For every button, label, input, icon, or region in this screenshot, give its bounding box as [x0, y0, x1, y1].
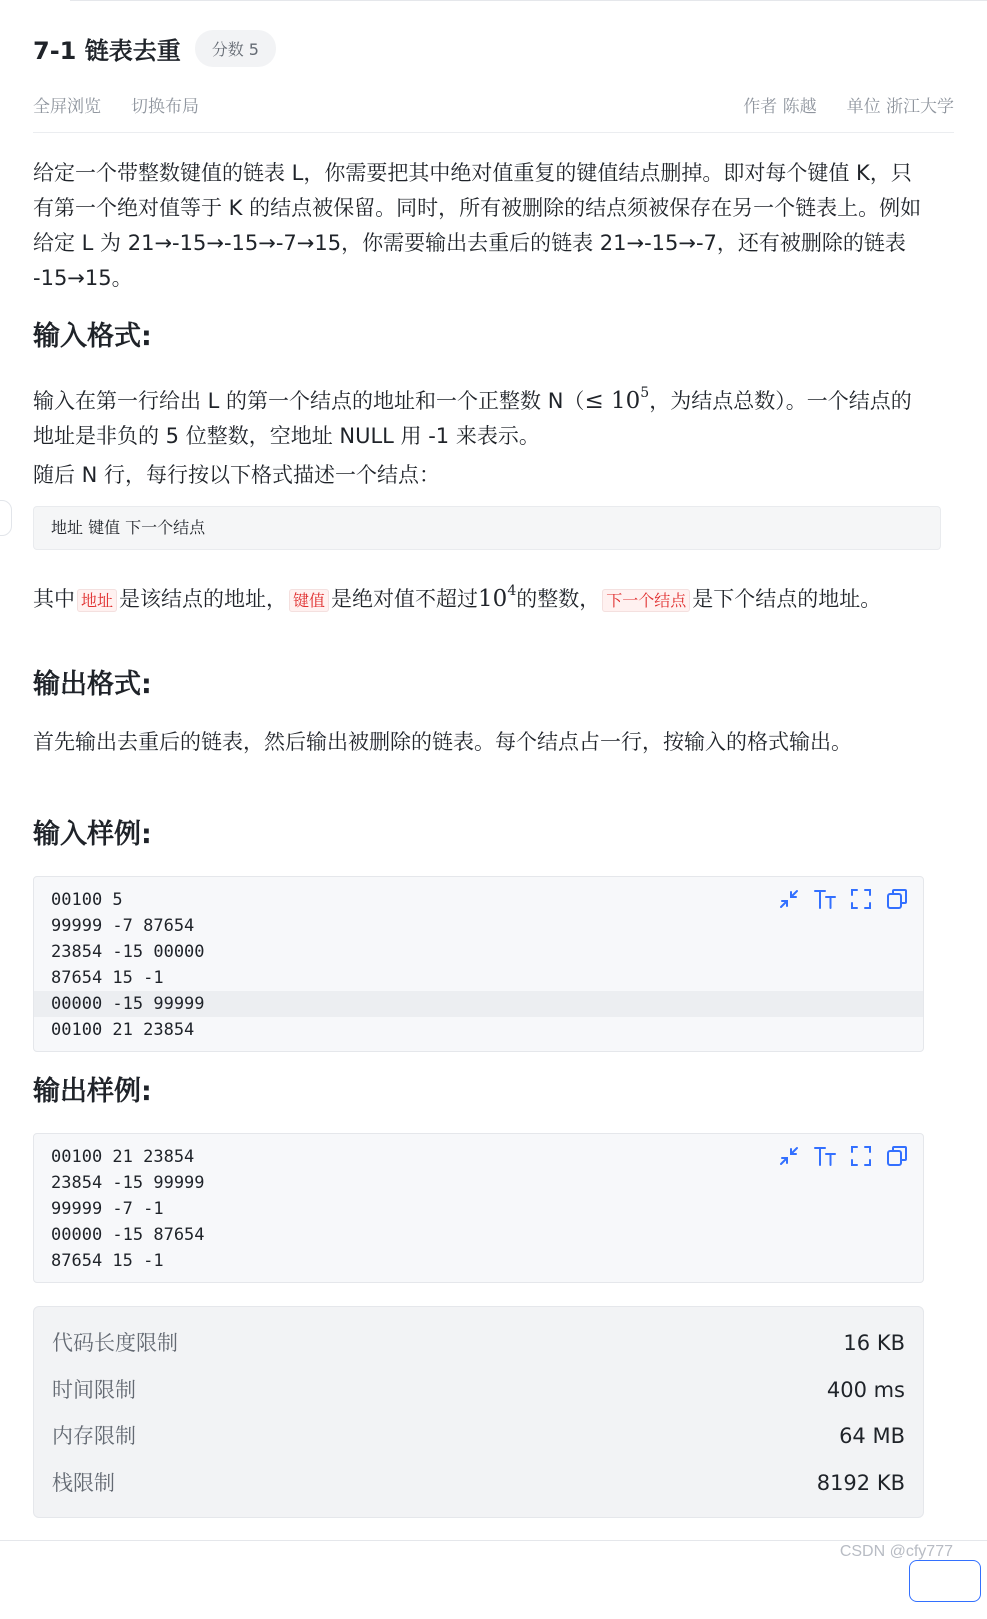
code-tools: [777, 1144, 909, 1168]
math-key-base: 10: [478, 586, 508, 612]
limit-row: [52, 1326, 905, 1360]
fullscreen-icon[interactable]: [849, 887, 873, 911]
input-format-text-b: ，为结点总数）。一个结点的地址是非负的 5 位整数，空地址 NULL 用 -1 来表示。: [33, 389, 912, 448]
author-info: [743, 92, 954, 117]
problem-description: 给定一个带整数键值的链表 L，你需要把其中绝对值重复的键值结点删掉。即对每个键值 K，只有第一个绝对值等于 K 的结点被保留。同时，所有被删除的结点须被保存在另一个链表上。例如给定 L 为 21→-15→-15→-7→15，你需要输出去重后的链表 21→-15→-7，还有被删除的链表 -15→15。: [33, 161, 922, 290]
title-row: [33, 28, 276, 68]
p3-mid2: 是绝对值不超过: [331, 587, 479, 611]
math-n-exp: 5: [640, 385, 650, 401]
code-line-highlighted: 00000 -15 99999: [34, 991, 923, 1017]
collapse-icon[interactable]: [777, 887, 801, 911]
font-size-icon[interactable]: [813, 887, 837, 911]
p3-lead: 其中: [33, 587, 75, 611]
p3-mid1: 是该结点的地址，: [119, 587, 288, 611]
sample-input-block: [33, 876, 924, 1052]
code-line: 00100 5: [51, 890, 123, 910]
collapse-icon[interactable]: [777, 1144, 801, 1168]
limit-value: 8192 KB: [816, 1471, 905, 1495]
code-line: 99999 -7 87654: [51, 916, 195, 936]
code-line: 23854 -15 99999: [51, 1173, 205, 1193]
code-line: 00100 21 23854: [51, 1147, 195, 1167]
p3-mid3: 的整数，: [516, 587, 601, 611]
limit-row: [52, 1466, 905, 1500]
input-format-heading: 输入格式:: [33, 321, 152, 352]
output-format-heading: 输出格式:: [33, 669, 152, 700]
input-format-paragraph-2: 随后 N 行，每行按以下格式描述一个结点：: [33, 463, 441, 487]
input-format-paragraph-3: [33, 574, 923, 618]
limit-label: 栈限制: [52, 1471, 115, 1495]
switch-layout-link[interactable]: 切换布局: [131, 97, 199, 117]
fullscreen-icon[interactable]: [849, 1144, 873, 1168]
inline-code-address: 地址: [77, 589, 117, 612]
toolbar: [33, 92, 954, 116]
inline-code-next: 下一个结点: [602, 589, 690, 612]
limit-label: 时间限制: [52, 1378, 136, 1402]
inline-code-key: 键值: [289, 589, 329, 612]
sample-input-heading: 输入样例:: [33, 819, 152, 850]
copy-icon[interactable]: [885, 887, 909, 911]
code-line: 99999 -7 -1: [51, 1199, 164, 1219]
limit-label: 内存限制: [52, 1424, 136, 1448]
header-divider: [33, 132, 954, 133]
code-line: 00100 21 23854: [51, 1020, 195, 1040]
floating-action-button[interactable]: [909, 1560, 981, 1602]
copy-icon[interactable]: [885, 1144, 909, 1168]
side-panel-handle[interactable]: [0, 500, 12, 536]
sample-output-block: [33, 1133, 924, 1283]
math-key-limit: [478, 583, 517, 612]
node-format-block: 地址 键值 下一个结点: [33, 506, 941, 550]
top-divider: [70, 0, 987, 1]
math-key-exp: 4: [507, 583, 517, 599]
code-line: 87654 15 -1: [51, 968, 164, 988]
math-n-base: ≤ 10: [584, 388, 641, 414]
font-size-icon[interactable]: [813, 1144, 837, 1168]
input-format-text-a: 输入在第一行给出 L 的第一个结点的地址和一个正整数 N（: [33, 389, 585, 413]
csdn-watermark: CSDN @cfy777: [839, 1543, 953, 1560]
limit-value: 16 KB: [843, 1331, 905, 1355]
code-line: 23854 -15 00000: [51, 942, 205, 962]
limit-label: 代码长度限制: [52, 1331, 178, 1355]
limit-value: 400 ms: [826, 1378, 905, 1402]
limit-row: [52, 1373, 905, 1407]
unit-label: 单位 浙江大学: [846, 97, 954, 117]
output-format-paragraph: 首先输出去重后的链表，然后输出被删除的链表。每个结点占一行，按输入的格式输出。: [33, 730, 852, 754]
code-line: 00000 -15 87654: [51, 1225, 205, 1245]
code-line: 87654 15 -1: [51, 1251, 164, 1271]
sample-output-heading: 输出样例:: [33, 1076, 152, 1107]
problem-title: 7-1 链表去重: [33, 36, 181, 65]
p3-end: 是下个结点的地址。: [692, 587, 882, 611]
score-badge: 分数 5: [195, 30, 276, 67]
code-tools: [777, 887, 909, 911]
limit-row: [52, 1419, 905, 1453]
math-n-limit: [584, 385, 650, 414]
fullscreen-view-link[interactable]: 全屏浏览: [33, 97, 101, 117]
limits-panel: [33, 1306, 924, 1518]
author-label: 作者 陈越: [743, 97, 817, 117]
limit-value: 64 MB: [839, 1424, 905, 1448]
input-format-paragraph-1: [33, 376, 923, 454]
